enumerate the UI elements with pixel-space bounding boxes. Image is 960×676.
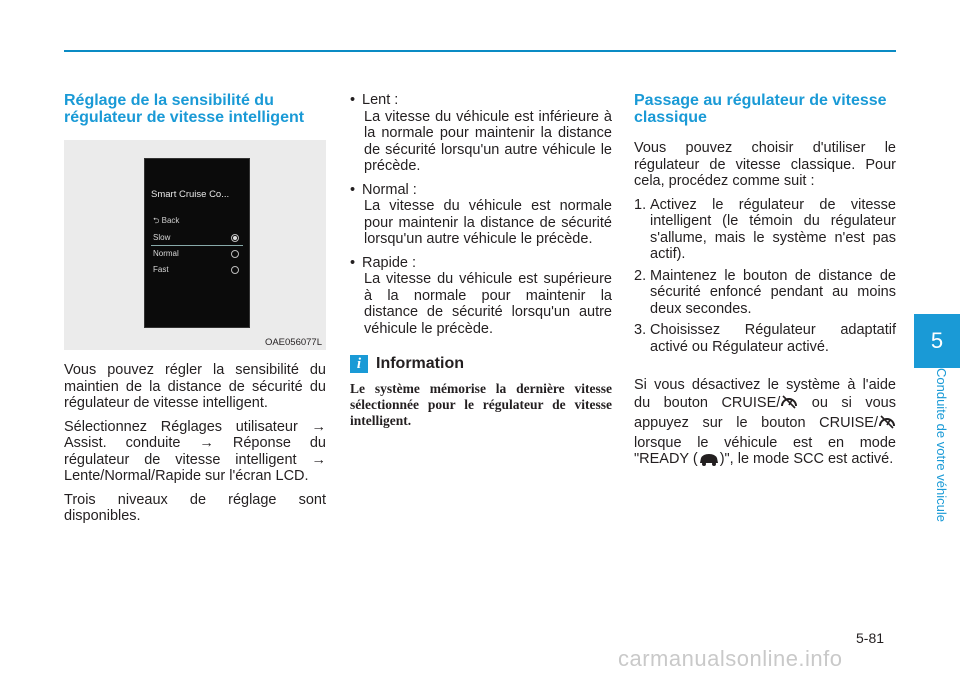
step-item <box>634 197 896 263</box>
chapter-tab: 5 <box>914 314 960 368</box>
section-heading-classic: Passage au régulateur de vitesse classique <box>634 92 887 126</box>
lcd-option-normal <box>151 247 243 261</box>
info-icon: i <box>350 355 368 373</box>
page-number: 5-81 <box>856 630 885 646</box>
item-label: Rapide : <box>362 254 417 271</box>
lcd-option-fast <box>151 263 243 277</box>
paragraph: Sélectionnez Réglages utilisateur → Assist. conduite → Réponse du régulateur de vitesse intelligent → Lente/Normal/Rapide sur l'écran LCD. <box>64 418 326 484</box>
item-text: La vitesse du véhicule est inférieure à la normale pour maintenir la distance de sécurité lorsqu'un autre véhicule le précède. <box>364 108 612 174</box>
bullet-icon: • <box>350 181 356 198</box>
info-header <box>350 355 612 373</box>
note-text: lorsque le véhicule est en mode "READY ( <box>634 434 896 467</box>
step-text: Maintenez le bouton de distance de sécurité enfoncé pendant au moins deux secondes. <box>650 267 896 317</box>
bullet-icon: • <box>350 92 356 108</box>
right-column <box>634 92 896 478</box>
step-number: 2. <box>634 267 647 284</box>
step-number: 1. <box>634 196 647 213</box>
list-item-lent <box>350 92 612 175</box>
note-paragraph <box>634 377 896 471</box>
middle-column <box>350 92 612 429</box>
step-item <box>634 268 896 318</box>
note-text: Si vous désactivez le système à l'aide du bouton CRUISE/ <box>634 377 896 411</box>
step-text: Activez le régulateur de vitesse intelligent (le témoin du régulateur s'allume, mais le système n'est pas actif). <box>650 196 896 262</box>
radio-icon <box>231 266 239 274</box>
lcd-option-label: Fast <box>153 265 169 274</box>
item-text: La vitesse du véhicule est normale pour maintenir la distance de sécurité lorsqu'un autre véhicule le précède. <box>364 198 612 247</box>
list-item-normal <box>350 182 612 248</box>
lcd-screen <box>144 158 250 328</box>
paragraph: Vous pouvez régler la sensibilité du maintien de la distance de sécurité du régulateur de vitesse intelligent. <box>64 362 326 411</box>
list-item-rapide <box>350 255 612 338</box>
info-text: Le système mémorise la dernière vitesse sélectionnée pour le régulateur de vitesse intelligent. <box>350 381 612 428</box>
watermark: carmanualsonline.info <box>618 646 843 671</box>
note-text: )", le mode SCC est activé. <box>719 451 894 467</box>
figure-code: OAE056077L <box>264 337 322 348</box>
item-label: Normal : <box>362 181 417 198</box>
top-rule <box>64 50 896 52</box>
step-item <box>634 322 896 355</box>
section-heading-sensitivity: Réglage de la sensibilité du régulateur de vitesse intelligent <box>64 92 305 126</box>
steps-list <box>634 197 896 356</box>
item-label: Lent : <box>362 92 399 108</box>
lcd-option-slow <box>151 231 243 246</box>
note-text: ou si vous appuyez sur le bouton CRUISE/ <box>634 394 896 431</box>
cruise-cancel-icon <box>878 414 896 435</box>
lcd-back-item: ⮌ Back <box>153 216 180 225</box>
car-ready-icon <box>698 452 720 471</box>
bullet-icon: • <box>350 254 356 271</box>
item-text: La vitesse du véhicule est supérieure à la normale pour maintenir la distance de sécurité lorsqu'un autre véhicule le précède. <box>364 271 612 337</box>
radio-selected-icon <box>231 234 239 242</box>
lcd-figure <box>64 140 326 350</box>
step-number: 3. <box>634 322 647 338</box>
cruise-cancel-icon <box>780 394 798 415</box>
radio-icon <box>231 250 239 258</box>
intro-paragraph: Vous pouvez choisir d'utiliser le régulateur de vitesse classique. Pour cela, procédez comme suit : <box>634 140 896 189</box>
lcd-option-label: Slow <box>153 233 171 242</box>
info-title: Information <box>376 355 464 372</box>
paragraph: Trois niveaux de réglage sont disponibles. <box>64 491 326 524</box>
lcd-option-label: Normal <box>153 249 179 258</box>
step-text: Choisissez Régulateur adaptatif activé ou Régulateur activé. <box>650 322 896 355</box>
chapter-title: Conduite de votre véhicule <box>934 368 949 522</box>
lcd-screen-title: Smart Cruise Co... <box>151 189 230 200</box>
left-column <box>64 92 326 532</box>
